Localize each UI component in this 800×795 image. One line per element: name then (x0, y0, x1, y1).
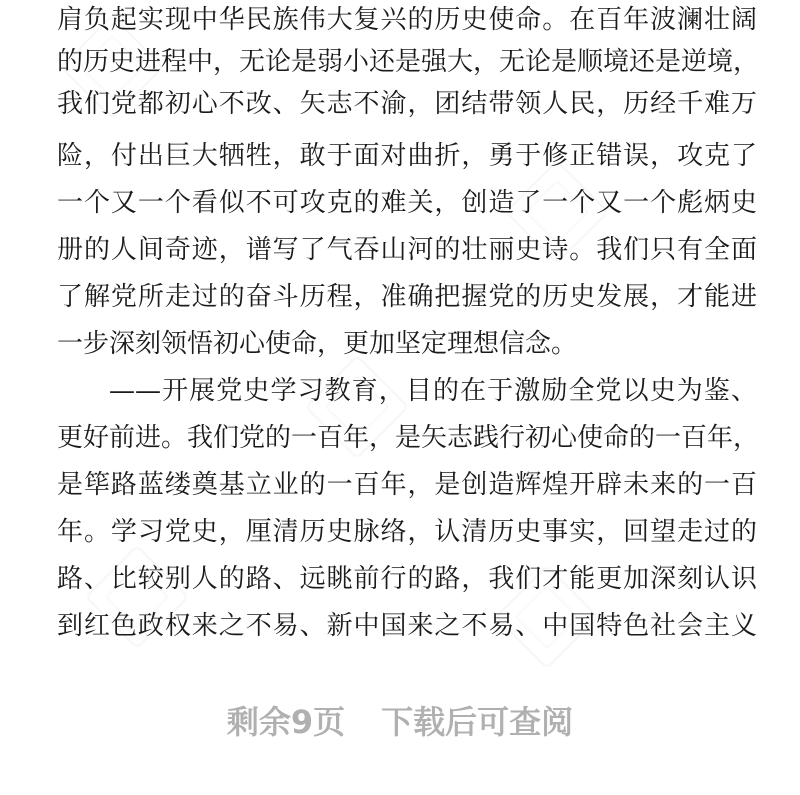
download-banner[interactable] (0, 690, 800, 750)
paragraph-line: 我们党都初心不改、矢志不渝，团结带领人民，历经千难万 (57, 89, 757, 119)
remaining-pages-label: 剩余9页 (226, 703, 346, 741)
paragraph-line: 到红色政权来之不易、新中国来之不易、中国特色社会主义 (57, 611, 757, 641)
paragraph-line: 了解党所走过的奋斗历程，准确把握党的历史发展，才能进 (57, 282, 757, 312)
paragraph-line: 的历史进程中，无论是弱小还是强大，无论是顺境还是逆境， (57, 47, 760, 77)
paragraph-line: 更好前进。我们党的一百年，是矢志践行初心使命的一百年， (57, 423, 760, 453)
download-prompt-label: 下载后可查阅 (381, 703, 574, 741)
paragraph-line: ——开展党史学习教育，目的在于激励全党以史为鉴、 (109, 376, 757, 406)
paragraph-line: 年。学习党史，厘清历史脉络，认清历史事实，回望走过的 (57, 517, 757, 547)
paragraph-line: 一个又一个看似不可攻克的难关，创造了一个又一个彪炳史 (57, 188, 757, 218)
paragraph-line: 路、比较别人的路、远眺前行的路，我们才能更加深刻认识 (57, 564, 757, 594)
paragraph-line: 一步深刻领悟初心使命，更加坚定理想信念。 (57, 329, 578, 359)
paragraph-line: 肩负起实现中华民族伟大复兴的历史使命。在百年波澜壮阔 (57, 5, 757, 35)
paragraph-line: 是筚路蓝缕奠基立业的一百年，是创造辉煌开辟未来的一百 (57, 470, 757, 500)
paragraph-line: 册的人间奇迹，谱写了气吞山河的壮丽史诗。我们只有全面 (57, 235, 757, 265)
paragraph-line: 险，付出巨大牺牲，敢于面对曲折，勇于修正错误，攻克了 (57, 141, 757, 171)
